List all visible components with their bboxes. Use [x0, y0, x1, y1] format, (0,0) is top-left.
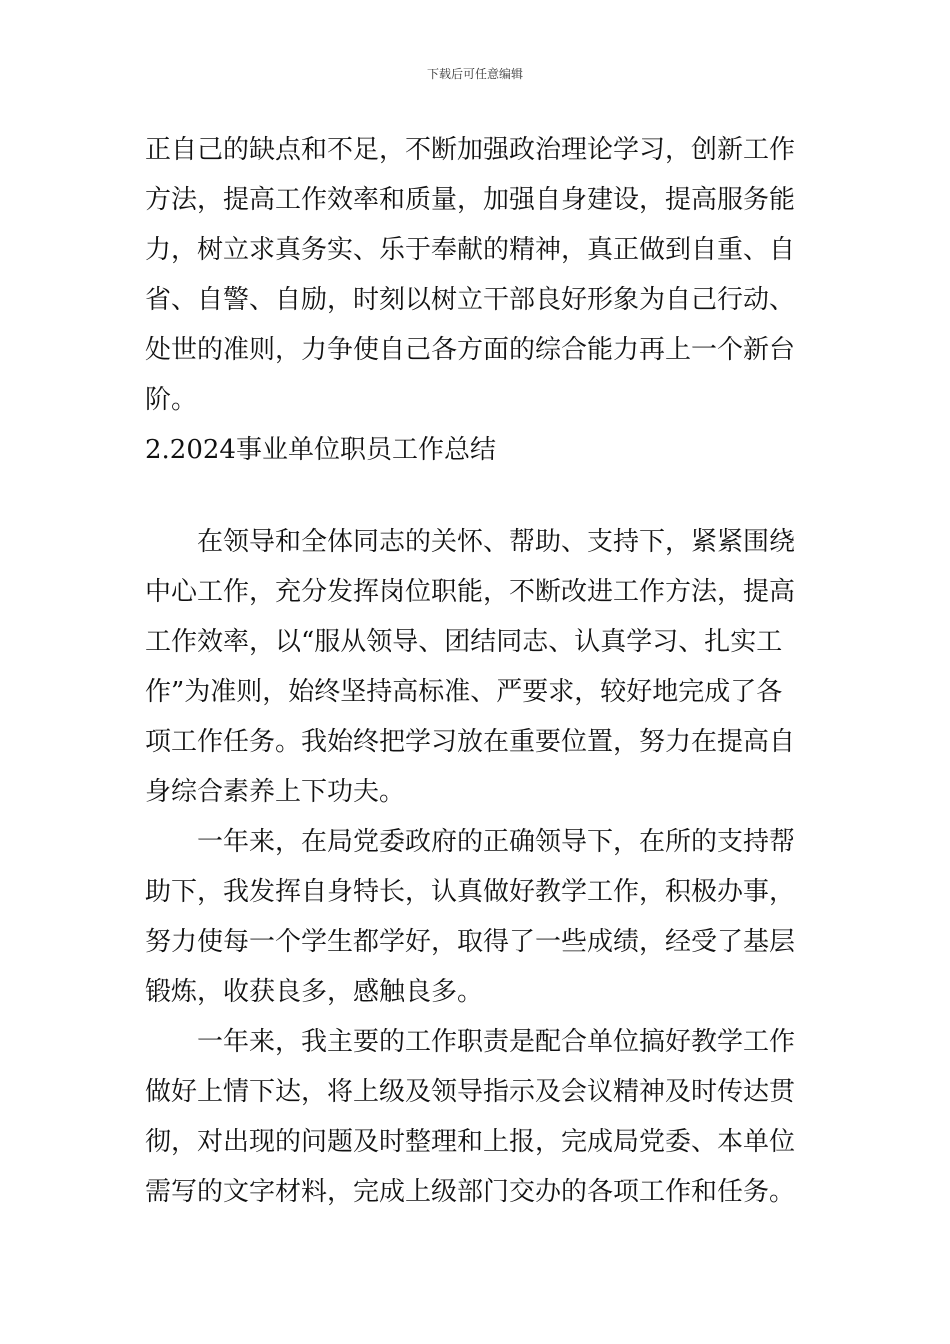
text-line: 努力使每一个学生都学好，取得了一些成绩，经受了基层 [145, 927, 796, 957]
text-line: 一年来，在局党委政府的正确领导下，在所的支持帮 [197, 827, 796, 857]
spacer [145, 475, 810, 517]
text-line: 工作效率，以“服从领导、团结同志、认真学习、扎实工 [145, 627, 783, 657]
text-line: 正自己的缺点和不足，不断加强政治理论学习，创新工作 [145, 135, 796, 165]
paragraph-1 [145, 517, 810, 817]
text-line: 需写的文字材料，完成上级部门交办的各项工作和任务。 [145, 1177, 796, 1207]
text-line: 锻炼，收获良多，感触良多。 [145, 977, 484, 1007]
paragraph-2 [145, 817, 810, 1017]
document-body [145, 125, 810, 1217]
text-line: 力，树立求真务实、乐于奉献的精神，真正做到自重、自 [145, 235, 796, 265]
paragraph-continuation [145, 125, 810, 425]
paragraph-3 [145, 1017, 810, 1217]
text-line: 方法，提高工作效率和质量，加强自身建设，提高服务能 [145, 185, 796, 215]
text-line: 作”为准则，始终坚持高标准、严要求，较好地完成了各 [145, 677, 783, 707]
text-line: 处世的准则，力争使自己各方面的综合能力再上一个新台 [145, 335, 796, 365]
text-line: 项工作任务。我始终把学习放在重要位置，努力在提高自 [145, 727, 796, 757]
section-heading: 2.2024事业单位职员工作总结 [145, 435, 496, 465]
text-line: 省、自警、自励，时刻以树立干部良好形象为自己行动、 [145, 285, 796, 315]
text-line: 阶。 [145, 385, 198, 415]
header-note: 下载后可任意编辑 [426, 67, 523, 81]
text-line: 彻，对出现的问题及时整理和上报，完成局党委、本单位 [145, 1127, 796, 1157]
text-line: 一年来，我主要的工作职责是配合单位搞好教学工作 [197, 1027, 796, 1057]
text-line: 做好上情下达，将上级及领导指示及会议精神及时传达贯 [145, 1077, 796, 1107]
text-line: 中心工作，充分发挥岗位职能，不断改进工作方法，提高 [145, 577, 796, 607]
text-line: 在领导和全体同志的关怀、帮助、支持下，紧紧围绕 [197, 527, 796, 557]
text-line: 助下，我发挥自身特长，认真做好教学工作，积极办事， [145, 877, 796, 907]
text-line: 身综合素养上下功夫。 [145, 777, 406, 807]
